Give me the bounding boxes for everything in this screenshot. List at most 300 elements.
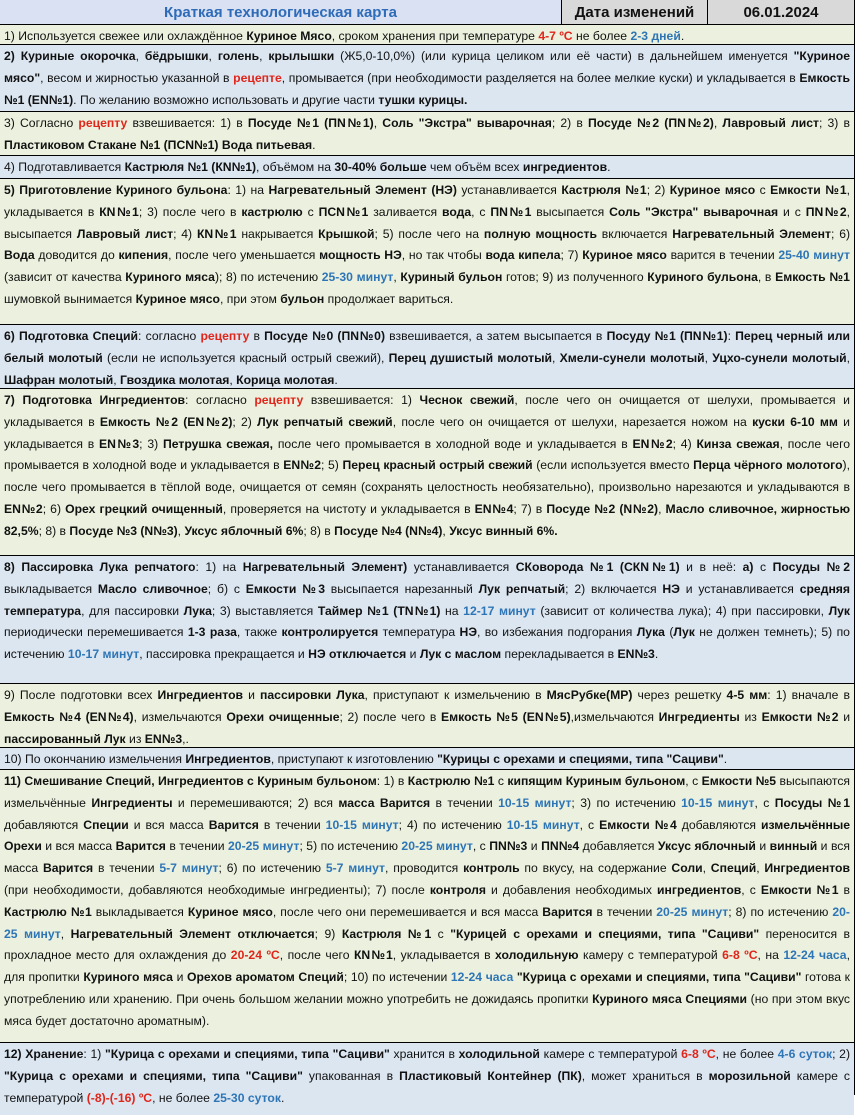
bold-term: Шафран молотый [4,372,114,387]
step-text: высыпаются измельчённые [4,774,851,810]
bold-term: "Курица с орехами и специями, типа "Сациви" [105,1047,390,1061]
header-row [0,0,854,25]
bold-term: ЕN№2 [632,436,673,451]
step-text: ; 4) по истечению [398,817,507,832]
bold-term: Ингредиенты [91,795,173,810]
step-text: из [125,731,145,746]
bold-term: "Курицей с орехами и специями, типа "Сациви" [450,926,760,941]
bold-term: пассированный Лук [4,731,126,746]
step-text: и устанавливается [679,581,800,596]
duration-text: 10-15 минут [498,795,572,810]
bold-term: бёдрышки [144,49,209,63]
step-text: ; 3) по истечению [571,795,682,810]
step-text: . [607,160,611,174]
step-row-2 [0,45,854,112]
step-text: (зависит от количества лука); 4) при пассировки, [535,603,829,618]
bold-term: Емкости №2 [761,709,839,724]
bold-term: Таймер №1 (ТN№1) [317,603,441,618]
bold-term: Лука [183,603,212,618]
bold-term: Нагревательный Элемент отключается [70,926,315,941]
step-text: добавляется [579,839,658,854]
bold-term: Пластиковый Контейнер (ПК) [399,1068,582,1083]
step-text: камеру с температурой [578,948,723,963]
step-text: и [755,839,770,854]
temperature-text: 4-7 ºС [538,29,573,43]
step-text: с [431,926,451,941]
step-text: , [551,350,560,365]
bold-term: винный [769,839,818,854]
bold-term: Варится [115,839,166,854]
step-text: готов; 9) из полученного [502,270,648,285]
bold-term: 4-5 мм [726,688,768,702]
bold-term: Уцхо-сунели молотый [712,350,847,365]
bold-term: а) [742,560,754,574]
step-text: , [208,49,218,63]
step-text: , с [472,839,490,854]
step-text: по вкусу, на содержание [519,861,672,876]
bold-term: Емкости №5 [701,774,777,788]
bold-term: Куриное мясо [187,904,273,919]
bold-term: 11) Смешивание Специй, Ингредиентов с Куриным бульоном [4,774,377,788]
step-text: (зависит от качества [4,270,126,285]
bold-term: Кастрюля №1 [341,926,432,941]
bold-term: контролируется [281,625,379,640]
step-text: 10) По окончанию измельчения [4,752,186,766]
bold-term: контроль [463,861,520,876]
step-text: в течении [592,904,657,919]
duration-text: 25-30 суток [213,1090,281,1105]
step-text: ; 3) после чего в [138,204,242,219]
step-text: ,измельчаются [570,709,659,724]
bold-term: холодильной [458,1047,540,1061]
step-text: взвешивается: 1) [303,393,420,407]
bold-term: Ингредиентов [764,861,850,876]
duration-text: 2-3 дней [630,29,681,43]
bold-term: Кастрюля №1 [561,183,647,197]
bold-term: Корица молотая [236,372,335,387]
step-text: и в неё: [679,560,743,574]
step-text: , [373,116,383,130]
step-row-8 [0,556,854,684]
step-text: камере с температурой [539,1047,682,1061]
step-text: ( [664,625,674,640]
step-text: ; 5) по истечению [299,839,402,854]
step-text: , [442,523,450,538]
bold-term: КN№1 [99,204,139,219]
bold-term: Лук репчатый свежий [257,414,393,429]
bold-term: Гвоздика молотая [120,372,230,387]
bold-term: НЭ [459,625,478,640]
step-row-9 [0,684,854,748]
step-row-4 [0,156,854,179]
step-row-3 [0,112,854,156]
bold-term: полную мощность [483,226,597,241]
temperature-text: рецепту [254,393,304,407]
bold-term: Масло сливочное [97,581,208,596]
duration-text: 12-17 минут [463,603,536,618]
bold-term: масса Варится [338,795,431,810]
step-text: ; 7) в [513,501,547,516]
bold-term: ЕN№3 [99,436,140,451]
step-text: : 1) на [227,183,269,197]
step-text: , [60,926,71,941]
bold-term: Вода [4,248,35,263]
step-text: , [259,49,269,63]
step-text: ; 2) после чего в [339,709,442,724]
step-text: , с [741,882,761,897]
bold-term: 2) Куриные окорочка [4,49,136,63]
step-text: : согласно [138,329,201,343]
step-text: с [302,204,319,219]
step-text: 4) Подготавливается [4,160,125,174]
bold-term: Уксус яблочный 6% [184,523,304,538]
bold-term: 5) Приготовление Куриного бульона [4,183,228,197]
bold-term: Масло сливочное, жирностью 82,5% [4,501,851,538]
step-text: , укладывается в [4,183,851,219]
step-text: , укладывается в [392,948,496,963]
step-text: и укладывается в [4,414,850,451]
bold-term: измельчённые Орехи [4,817,851,854]
step-text: , не более [152,1090,214,1105]
step-text: ; 2) [832,1047,851,1061]
step-text: , после чего промывается в холодной воде и укладывается в [4,436,851,473]
step-text: хранится в [389,1047,459,1061]
bold-term: Лук [673,625,695,640]
bold-term: Уксус винный 6%. [449,523,558,538]
temperature-text: (-8)-(-16) ºС [86,1090,153,1105]
bold-term: Перец душистый молотый [388,350,552,365]
step-row-11 [0,770,854,1043]
bold-term: Кастрюлю №1 [407,774,495,788]
bold-term: 6) Подготовка Специй [4,329,139,343]
bold-term: контроля [429,882,487,897]
step-text: с [755,183,771,197]
step-text: готова к употреблению или хранению. При очень большом желании можно употребить не дожидаясь пропитки [4,970,850,1006]
temperature-text: 20-24 ºС [230,948,280,963]
step-text: , не более [715,1047,778,1061]
bold-term: ПN№4 [541,839,580,854]
date-value: 06.01.2024 [708,0,854,24]
duration-text: 20-25 минут [656,904,729,919]
step-text: , высыпается [4,204,851,241]
step-text: и вся масса [4,839,850,876]
step-text: , [135,49,145,63]
bold-term: Куриное мясо [669,183,756,197]
bold-term: Посуде №0 (ПN№0) [264,329,386,343]
step-text: взвешивается: 1) в [127,116,248,130]
bold-term: НЭ отключается [308,647,407,662]
duration-text: 25-30 минут [321,270,394,285]
bold-term: 8) Пассировка Лука репчатого [4,560,196,574]
step-text: , [658,501,666,516]
step-text: , промывается (при необходимости разделяется на более мелкие куски) и укладывается в [281,70,800,85]
step-text: в течении [258,817,326,832]
step-row-7 [0,389,854,556]
step-text: температура [378,625,460,640]
bold-term: Посуды №1 [774,795,850,810]
step-text: , проводится [385,861,464,876]
step-text: ; 2) [232,414,258,429]
step-text: ; 8) в [303,523,335,538]
step-text: (если не используется красный острый свежий), [102,350,389,365]
bold-term: Петрушка свежая, [162,436,274,451]
step-text: доводится до [34,248,119,263]
bold-term: НЭ [662,581,680,596]
bold-term: 12) Хранение [4,1047,84,1061]
bold-term: Орехов ароматом Специй [187,970,344,985]
bold-term: Посуде №3 (N№3) [69,523,178,538]
step-text: , в [757,270,776,285]
bold-term: Ингредиентов [185,752,271,766]
step-text: , [393,270,401,285]
step-text: , измельчаются [133,709,227,724]
step-text: ; 8) в [38,523,70,538]
step-text: , [713,116,723,130]
bold-term: Лук репчатый [478,581,566,596]
duration-text: 20-25 минут [228,839,300,854]
bold-term: Нагревательный Элемент) [242,560,408,574]
step-text: в течении [93,861,160,876]
bold-term: морозильной [708,1068,791,1083]
temperature-text: 6-8 ºС [722,948,758,963]
bold-term: Посуды №2 [772,560,850,574]
step-text: ), после чего промывается в тёплой воде, очищается от семян (сохранять целостность необязательно), произвольно нарезаются и укладываются в [4,458,850,495]
bold-term: Уксус яблочный [657,839,756,854]
step-text: (если используется вместо [532,458,694,473]
bold-term: Куриного мяса Специями [592,991,747,1006]
step-text: накрывается [236,226,319,241]
bold-term: Посуде №4 (N№4) [334,523,443,538]
step-text: упакованная в [302,1068,400,1083]
duration-text: 10-15 минут [325,817,399,832]
step-text: ; 3) в [818,116,850,130]
step-text: добавляются [4,817,84,832]
bold-term: Ингредиентов [157,688,244,702]
step-text: , на [757,948,784,963]
bold-term: вода [442,204,472,219]
step-text: , [756,861,765,876]
bold-term: Чеснок свежий [419,393,515,407]
step-text: , может храниться в [581,1068,709,1083]
step-row-1 [0,25,854,45]
step-text: : 1) в [376,774,408,788]
bold-term: Орех грецкий очищенный [65,501,223,516]
step-text: и вся масса [128,817,209,832]
step-text: , для пассировки [81,603,184,618]
step-text: ; б) с [207,581,246,596]
step-text: высыпается нарезанный [324,581,479,596]
step-text: 9) После подготовки всех [4,688,158,702]
step-row-10 [0,748,854,770]
bold-term: Куриного мяса [83,970,173,985]
step-text: , весом и жирностью указанной в [40,70,234,85]
step-text: , сроком хранения при температуре [331,29,539,43]
step-text: : 1) вначале в [767,688,850,702]
step-text: , во избежания подгорания [477,625,637,640]
step-text: после чего промывается в холодной воде и укладывается в [273,436,633,451]
bold-term: Емкость №2 (ЕN№2) [99,414,233,429]
bold-term: Емкости №3 [245,581,325,596]
step-text: ; 6) [42,501,66,516]
step-text: шумовкой вынимается [4,291,136,306]
bold-term: холодильную [495,948,579,963]
step-text: в течении [165,839,229,854]
step-text: периодически перемешивается [4,625,188,640]
step-text: , после чего [279,948,354,963]
bold-term: Лук [828,603,851,618]
bold-term: Крышкой [318,226,375,241]
step-text: , пассировка прекращается и [139,647,309,662]
bold-term: Лавровый лист [722,116,819,130]
bold-term: Нагревательный Элемент (НЭ) [268,183,457,197]
bold-term: Емкость №1 [775,270,850,285]
step-text: ; 6) по истечению [218,861,326,876]
bold-term: "Курицы с орехами и специями, типа "Сациви" [437,752,724,766]
step-text: , [846,350,850,365]
bold-term: ингредиентов [657,882,742,897]
bold-term: Посуде №1 (ПN№1) [247,116,374,130]
step-text: переносится в прохладное место для охлаждения до [4,926,850,963]
step-text: , [704,350,713,365]
bold-term: бульон [280,291,325,306]
bold-term: Емкость №1 (ЕN№1) [4,70,851,107]
step-text: ; 2) включается [565,581,663,596]
step-text: . [723,752,728,766]
step-text: : 1) [83,1047,105,1061]
step-text: : 1) на [195,560,243,574]
step-text: , для пропитки [4,948,850,985]
step-text: заливается [368,204,443,219]
step-text: и добавления необходимых [486,882,658,897]
bold-term: вода кипела [485,248,561,263]
bold-term: Куриного мяса [125,270,215,285]
step-text: и с [778,204,806,219]
step-text: и вся масса [41,839,116,854]
step-text: взвешивается, а затем высыпается в [385,329,607,343]
bold-term: ПN№1 [490,204,532,219]
step-text: выкладывается [91,904,188,919]
step-text: ; 7) [560,248,583,263]
bold-term: Емкость №4 (ЕN№4) [4,709,134,724]
step-text: , после чего они перемешивается и вся масса [272,904,543,919]
bold-term: Емкость №5 (ЕN№5) [441,709,571,724]
duration-text: 20-25 минут [401,839,473,854]
bold-term: Соль "Экстра" выварочная [609,204,779,219]
bold-term: 7) Подготовка Ингредиентов [4,393,186,407]
step-text: выкладывается [4,581,98,596]
step-text: , [177,523,185,538]
step-text: , также [236,625,282,640]
step-text: , объёмом на [256,160,335,174]
bold-term: Соль "Экстра" выварочная [382,116,552,130]
step-text: через решетку [632,688,727,702]
bold-term: Куриное мясо [582,248,667,263]
step-text: и [172,970,187,985]
step-row-5 [0,179,854,325]
bold-term: Пластиковом Стакане №1 (ПСN№1) Вода питьевая [4,137,313,152]
step-text: не более [572,29,631,43]
step-text: ; 8) по истечению [728,904,833,919]
bold-term: "Курица с орехами и специями, типа "Сациви" [4,1068,303,1083]
step-text: и перемешиваются; 2) вся [172,795,339,810]
step-text: , после чего уменьшается [168,248,320,263]
bold-term: ингредиентов [522,160,608,174]
bold-term: Кастрюля №1 (КN№1) [124,160,257,174]
step-text: перекладывается в [501,647,618,662]
step-text: (но при этом вкус мяса будет достаточно ароматным). [4,991,851,1028]
bold-term: ЕN№2 [4,501,43,516]
bold-term: 1-3 раза [187,625,237,640]
step-text: камере с температурой [4,1068,850,1105]
bold-term: Хмели-сунели молотый [559,350,705,365]
step-text: , с [471,204,491,219]
step-text: 3) Согласно [4,116,79,130]
step-text: в [249,329,265,343]
step-text: не должен темнеть); 5) по истечению [4,625,850,662]
bold-term: ЕN№3 [617,647,655,662]
step-text: : [727,329,736,343]
step-text: и [527,839,542,854]
step-text: ; 3) [139,436,163,451]
bold-term: Емкости №1 [760,882,839,897]
bold-term: Посуду №1 (ПN№1) [606,329,728,343]
bold-term: Орехи очищенные [226,709,340,724]
step-text: устанавливается [456,183,562,197]
step-text: , [113,372,121,387]
bold-term: Куриное мясо [135,291,220,306]
step-text: продолжает вариться. [324,291,454,306]
step-text: , [702,861,711,876]
step-row-6 [0,325,854,389]
duration-text: 20-25 минут [4,904,850,941]
duration-text: 10-15 минут [681,795,755,810]
bold-term: ЕN№2 [283,458,322,473]
step-text: , с [685,774,702,788]
step-text: и [243,688,261,702]
step-text: ; 2) [646,183,670,197]
step-text: ; 4) [173,226,197,241]
step-text: и [838,709,851,724]
bold-term: Лука [636,625,665,640]
step-text: ; 9) [314,926,342,941]
bold-term: ЕN№3 [144,731,183,746]
duration-text: 25-40 минут [778,248,851,263]
step-text: , но так чтобы [401,248,486,263]
step-text: , проверяется на чистоту и укладывается в [222,501,475,516]
bold-term: Нагревательный Элемент [672,226,831,241]
bold-term: ЕN№4 [474,501,514,516]
step-text: с [494,774,508,788]
bold-term: Варится [42,861,94,876]
step-text: высыпается [531,204,610,219]
step-text: с [753,560,773,574]
bold-term: кипения [118,248,169,263]
step-text: из [739,709,762,724]
bold-term: Ингредиенты [658,709,740,724]
step-text: ,. [182,731,189,746]
duration-text: 10-15 минут [506,817,580,832]
step-text: чем объём всех [426,160,523,174]
step-text: (Ж5,0-10,0%) (или курица целиком или её части) в дальнейшем именуется [334,49,794,63]
step-text: . [312,137,316,152]
date-label: Дата изменений [562,0,708,24]
bold-term: пассировки Лука [260,688,365,702]
bold-term: Куриный бульон [400,270,503,285]
bold-term: Куриное Мясо [246,29,332,43]
step-text: ; 6) [830,226,851,241]
step-text: , с [579,817,600,832]
bold-term: крылышки [268,49,335,63]
